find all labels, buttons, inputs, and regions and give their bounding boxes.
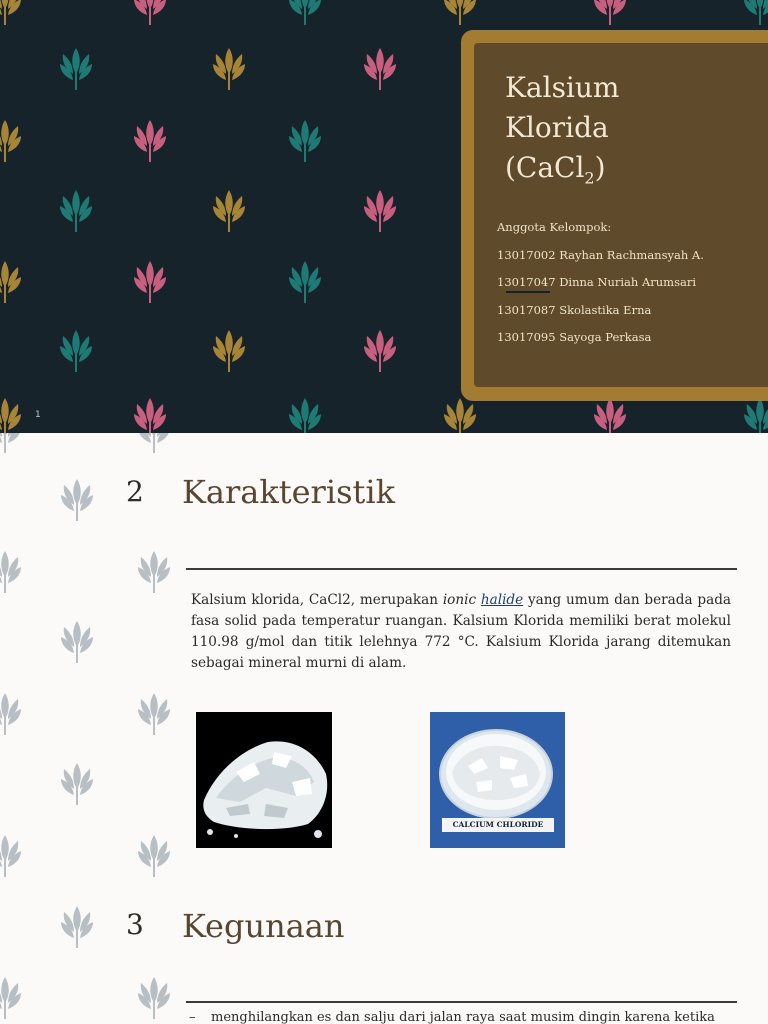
section-number: 2 [126,475,144,508]
member-item: 13017095 Sayoga Perkasa [497,330,652,344]
use-list-item [189,1009,725,1024]
formula-text: (CaCl [505,151,585,184]
member-item: 13017002 Rayhan Rachmansyah A. [497,247,704,262]
para-text-2: yang umum dan berada pada fasa solid pada temperatur ruangan. Kalsium Klorida memiliki berat molekul 110.98 g/mol dan titik lelehnya 772 °C. Kalsium Klorida jarang ditemukan sebagai mineral murni di alam. [191,592,731,671]
list-dash: – [189,1010,196,1024]
content-slide [0,433,768,1024]
members-heading: Anggota Kelompok: [497,220,612,234]
member-underline [506,291,550,293]
title-slide [0,0,768,433]
para-italic: ionic [442,592,477,608]
calcium-chloride-flakes-image [196,712,332,848]
title-formula [505,148,619,199]
flakes-illustration [196,712,332,848]
halide-link[interactable]: halide [480,592,524,608]
member-item: 13017047 Dinna Nuriah Arumsari [497,275,697,289]
calcium-chloride-dish-image [430,712,565,848]
characteristics-paragraph [191,590,731,674]
leaf-pattern-margin [0,433,180,1024]
section-title: Karakteristik [182,473,395,511]
slide-title [505,68,619,199]
section-number: 3 [126,908,144,941]
members-list [497,218,704,356]
use-item-text: menghilangkan es dan salju dari jalan raya saat musim dingin karena ketika [211,1010,715,1024]
slide-number: 1 [35,410,41,420]
section-title: Kegunaan [182,907,345,945]
formula-close: ) [594,151,606,184]
title-line-2: Klorida [505,111,609,144]
formula-subscript: 2 [584,168,595,188]
para-text-1: Kalsium klorida, CaCl2, merupakan [191,592,443,608]
section-divider [186,1001,737,1003]
member-item: 13017087 Skolastika Erna [497,302,652,317]
section-divider [186,568,737,570]
dish-caption: CALCIUM CHLORIDE [442,818,554,832]
title-line-1: Kalsium [505,71,620,104]
